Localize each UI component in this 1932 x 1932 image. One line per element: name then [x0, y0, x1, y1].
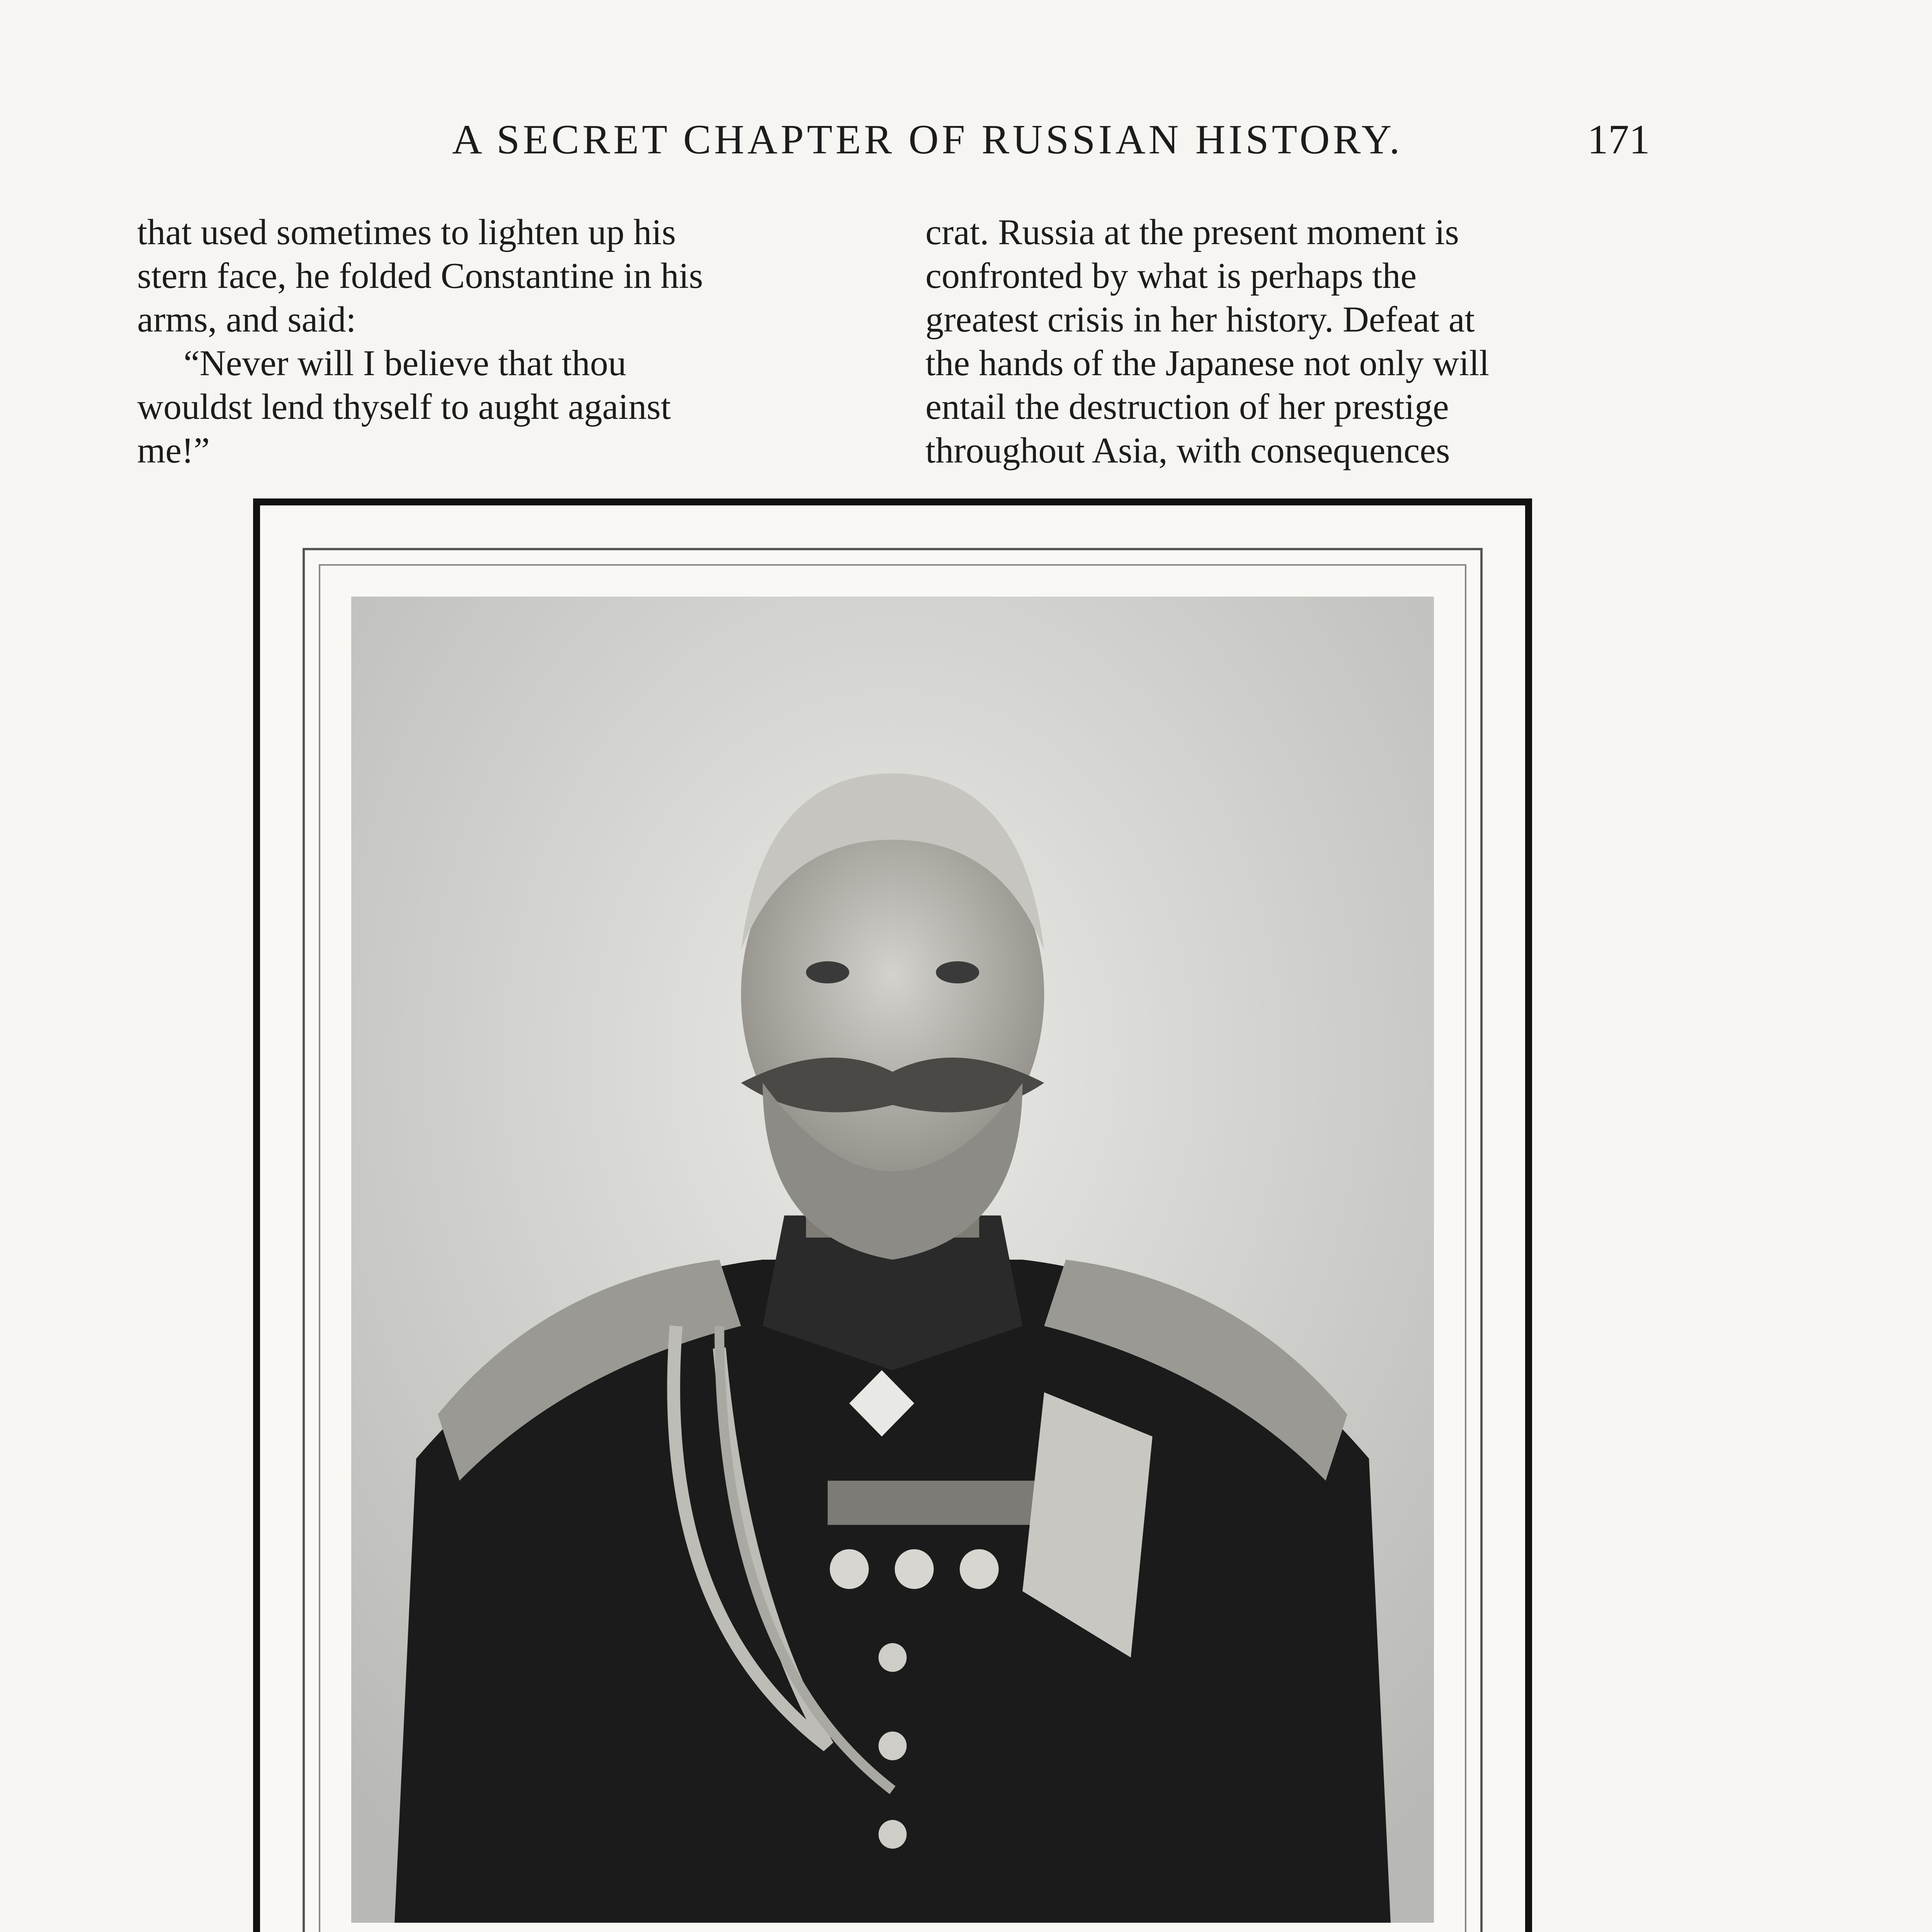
text-line: “Never will I believe that thou: [184, 343, 626, 383]
column-top-left: [137, 211, 871, 473]
photo-plate: [253, 498, 1532, 1932]
text-line: stern face, he folded Constantine in his: [137, 256, 703, 296]
text-line: that used sometimes to lighten up his: [137, 212, 676, 252]
text-line: confronted by what is perhaps the: [925, 256, 1417, 296]
text-line: throughout Asia, with consequences: [925, 430, 1450, 471]
plate-inner-rule: [319, 564, 1466, 1932]
text-line: the hands of the Japanese not only will: [925, 343, 1490, 383]
text-line: entail the destruction of her prestige: [925, 387, 1449, 427]
text-line: me!”: [137, 430, 210, 471]
running-title: A SECRET CHAPTER OF RUSSIAN HISTORY.: [452, 117, 1403, 163]
text-line: greatest crisis in her history. Defeat at: [925, 299, 1475, 340]
portrait-illustration: [351, 597, 1434, 1923]
running-header: [135, 116, 1650, 174]
plate-inner-border: [303, 548, 1483, 1932]
page-number: 171: [1587, 117, 1650, 163]
text-line: crat. Russia at the present moment is: [925, 212, 1459, 252]
text-line: arms, and said:: [137, 299, 356, 340]
column-top-right: [925, 211, 1660, 473]
text-line: wouldst lend thyself to aught against: [137, 387, 671, 427]
portrait-photo: [351, 597, 1434, 1923]
